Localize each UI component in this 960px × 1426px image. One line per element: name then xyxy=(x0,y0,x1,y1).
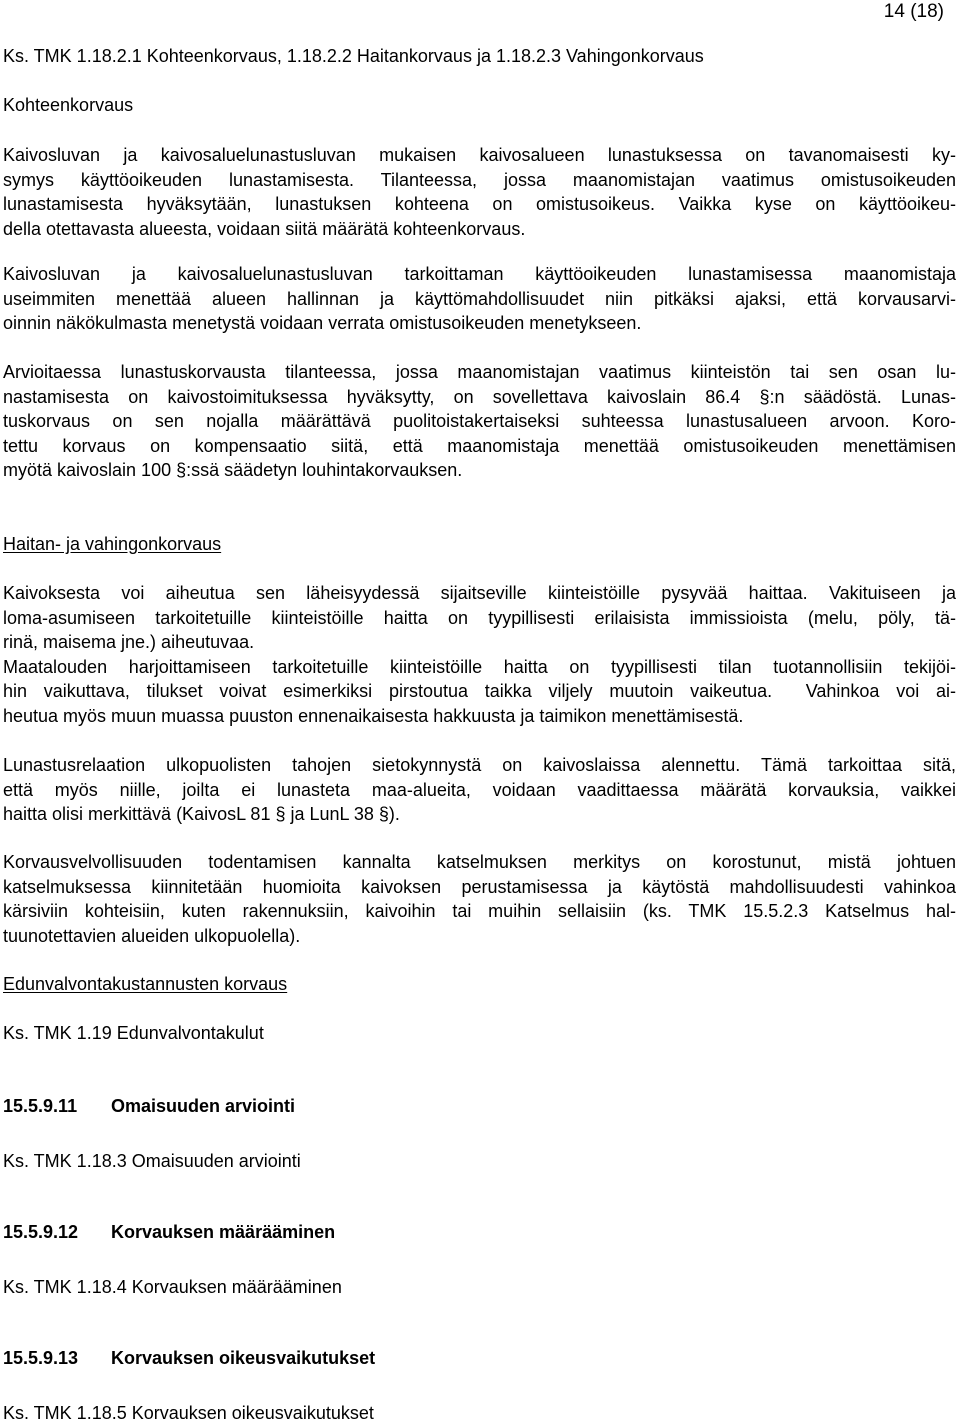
paragraph-line: katselmuksessa kiinnitetään huomioita kaivoksen perustamisessa ja käytöstä mahdollisuudesti vahinkoa xyxy=(3,876,956,897)
section-heading: Edunvalvontakustannusten korvaus xyxy=(3,974,288,994)
paragraph-line: Maatalouden harjoittamiseen tarkoitetuille kiinteistöille haitta on tyypillisesti tilan tuotannollisiin tekijöi- xyxy=(3,656,956,677)
paragraph-line: oinnin näkökulmasta menetystä voidaan verrata omistusoikeuden menetykseen. xyxy=(3,313,642,334)
haitan-paragraph-3 xyxy=(3,850,956,948)
paragraph-line: useimmiten menettää alueen hallinnan ja käyttömahdollisuudet niin pitkäksi ajaksi, että korvausarvi- xyxy=(3,288,956,309)
section-title: Korvauksen oikeusvaikutukset xyxy=(111,1348,376,1368)
haitan-paragraph-2 xyxy=(3,753,956,827)
section-reference-15-5-9-13 xyxy=(3,1401,374,1426)
paragraph-line: tettu korvaus on kompensaatio siitä, että maanomistaja menettää omistusoikeuden menettämisen xyxy=(3,435,956,456)
section-number: 15.5.9.12 xyxy=(3,1222,79,1242)
section-number: 15.5.9.11 xyxy=(3,1096,78,1116)
section-number: 15.5.9.13 xyxy=(3,1348,79,1368)
kohteenkorvaus-paragraph-1 xyxy=(3,143,956,241)
section-heading-15-5-9-11 xyxy=(3,1094,295,1119)
paragraph-line: nastamisesta on kaivostoimituksessa hyväksytty, on sovellettava kaivoslain 86.4 §:n säädöstä. Lunas- xyxy=(3,386,956,407)
paragraph-line: hin vaikuttava, tilukset voivat esimerkiksi pirstoutua taikka viljely muutoin vaikeutua. Vahinkoa voi ai- xyxy=(3,681,956,702)
kohteenkorvaus-paragraph-2 xyxy=(3,262,956,336)
paragraph-line: Lunastusrelaation ulkopuolisten tahojen sietokynnystä on kaivoslaissa alennettu. Tämä tarkoittaa sitä, xyxy=(3,755,956,775)
paragraph-line: Arvioitaessa lunastuskorvausta tilanteessa, jossa maanomistajan vaatimus kiinteistön tai sen osan lu- xyxy=(3,362,956,382)
page-number: 14 (18) xyxy=(883,1,944,22)
paragraph-line: della otettavasta alueesta, voidaan siitä määrätä kohteenkorvaus. xyxy=(3,218,526,239)
numbered-heading xyxy=(3,1346,375,1371)
reference-line xyxy=(3,44,704,69)
edunvalvonta-reference xyxy=(3,1021,264,1046)
paragraph-line: haitta olisi merkittävä (KaivosL 81 § ja LunL 38 §). xyxy=(3,804,400,825)
kohteenkorvaus-paragraph-3 xyxy=(3,360,956,483)
paragraph-line: lunastamisesta hyväksytään, lunastuksen kohteena on omistusoikeus. Vaikka kyse on käyttöoikeu- xyxy=(3,194,956,215)
section-reference-15-5-9-11 xyxy=(3,1149,301,1174)
paragraph-line: tuunotettavien alueiden ulkopuolella). xyxy=(3,925,301,946)
reference-text: Ks. TMK 1.18.2.1 Kohteenkorvaus, 1.18.2.2 Haitankorvaus ja 1.18.2.3 Vahingonkorvaus xyxy=(3,46,704,66)
haitan-paragraph-1 xyxy=(3,581,956,729)
edunvalvonta-heading xyxy=(3,972,287,997)
paragraph-line: Korvausvelvollisuuden todentamisen kannalta katselmuksen merkitys on korostunut, mistä johtuen xyxy=(3,852,956,872)
reference-text: Ks. TMK 1.18.3 Omaisuuden arviointi xyxy=(3,1151,301,1171)
paragraph-line: Kaivoksesta voi aiheutua sen läheisyydessä sijaitseville kiinteistöille pysyvää haittaa. Vakituiseen ja xyxy=(3,583,956,603)
reference-text: Ks. TMK 1.19 Edunvalvontakulut xyxy=(3,1023,264,1043)
section-reference-15-5-9-12 xyxy=(3,1275,342,1300)
paragraph-line: Kaivosluvan ja kaivosaluelunastusluvan tarkoittaman käyttöoikeuden lunastamisessa maanomistaja xyxy=(3,264,956,284)
haitan-heading xyxy=(3,532,221,557)
numbered-heading xyxy=(3,1220,335,1245)
section-heading-15-5-9-12 xyxy=(3,1220,335,1245)
paragraph-line: rinä, maisema jne.) aiheutuvaa. xyxy=(3,632,255,653)
paragraph-line: heutua myös muun muassa puuston ennenaikaisesta hakkuusta ja taimikon menettämisestä. xyxy=(3,705,744,726)
kohteenkorvaus-heading xyxy=(3,93,133,118)
paragraph-line: tuskorvaus on sen nojalla määrättävä puolitoistakertaiseksi suhteessa lunastusalueen arvoon. Koro- xyxy=(3,411,956,432)
paragraph-line: loma-asumiseen tarkoitetuille kiinteistöille haitta on tyypillisesti erilaisista immissioista (melu, pöly, tä- xyxy=(3,607,956,628)
section-title: Omaisuuden arviointi xyxy=(111,1096,296,1116)
paragraph-line: että myös niille, joilta ei lunasteta maa-alueita, voidaan vaadittaessa määrätä korvauksia, vaikkei xyxy=(3,779,956,800)
paragraph-line: kärsiviin kohteisiin, kuten rakennuksiin, kaivoihin tai muihin sellaisiin (ks. TMK 15.5.2.3 Katselmus hal- xyxy=(3,901,956,922)
paragraph-line: Kaivosluvan ja kaivosaluelunastusluvan mukaisen kaivosalueen lunastuksessa on tavanomaisesti ky- xyxy=(3,145,956,165)
reference-text: Ks. TMK 1.18.4 Korvauksen määrääminen xyxy=(3,1277,342,1297)
section-heading: Haitan- ja vahingonkorvaus xyxy=(3,534,222,554)
reference-text: Ks. TMK 1.18.5 Korvauksen oikeusvaikutukset xyxy=(3,1403,374,1423)
numbered-heading xyxy=(3,1094,295,1119)
section-heading-15-5-9-13 xyxy=(3,1346,375,1371)
section-title: Korvauksen määrääminen xyxy=(111,1222,336,1242)
section-heading: Kohteenkorvaus xyxy=(3,95,134,115)
paragraph-line: myötä kaivoslain 100 §:ssä säädetyn louhintakorvauksen. xyxy=(3,460,463,481)
paragraph-line: symys käyttöoikeuden lunastamisesta. Tilanteessa, jossa maanomistajan vaatimus omistusoikeuden xyxy=(3,169,956,190)
